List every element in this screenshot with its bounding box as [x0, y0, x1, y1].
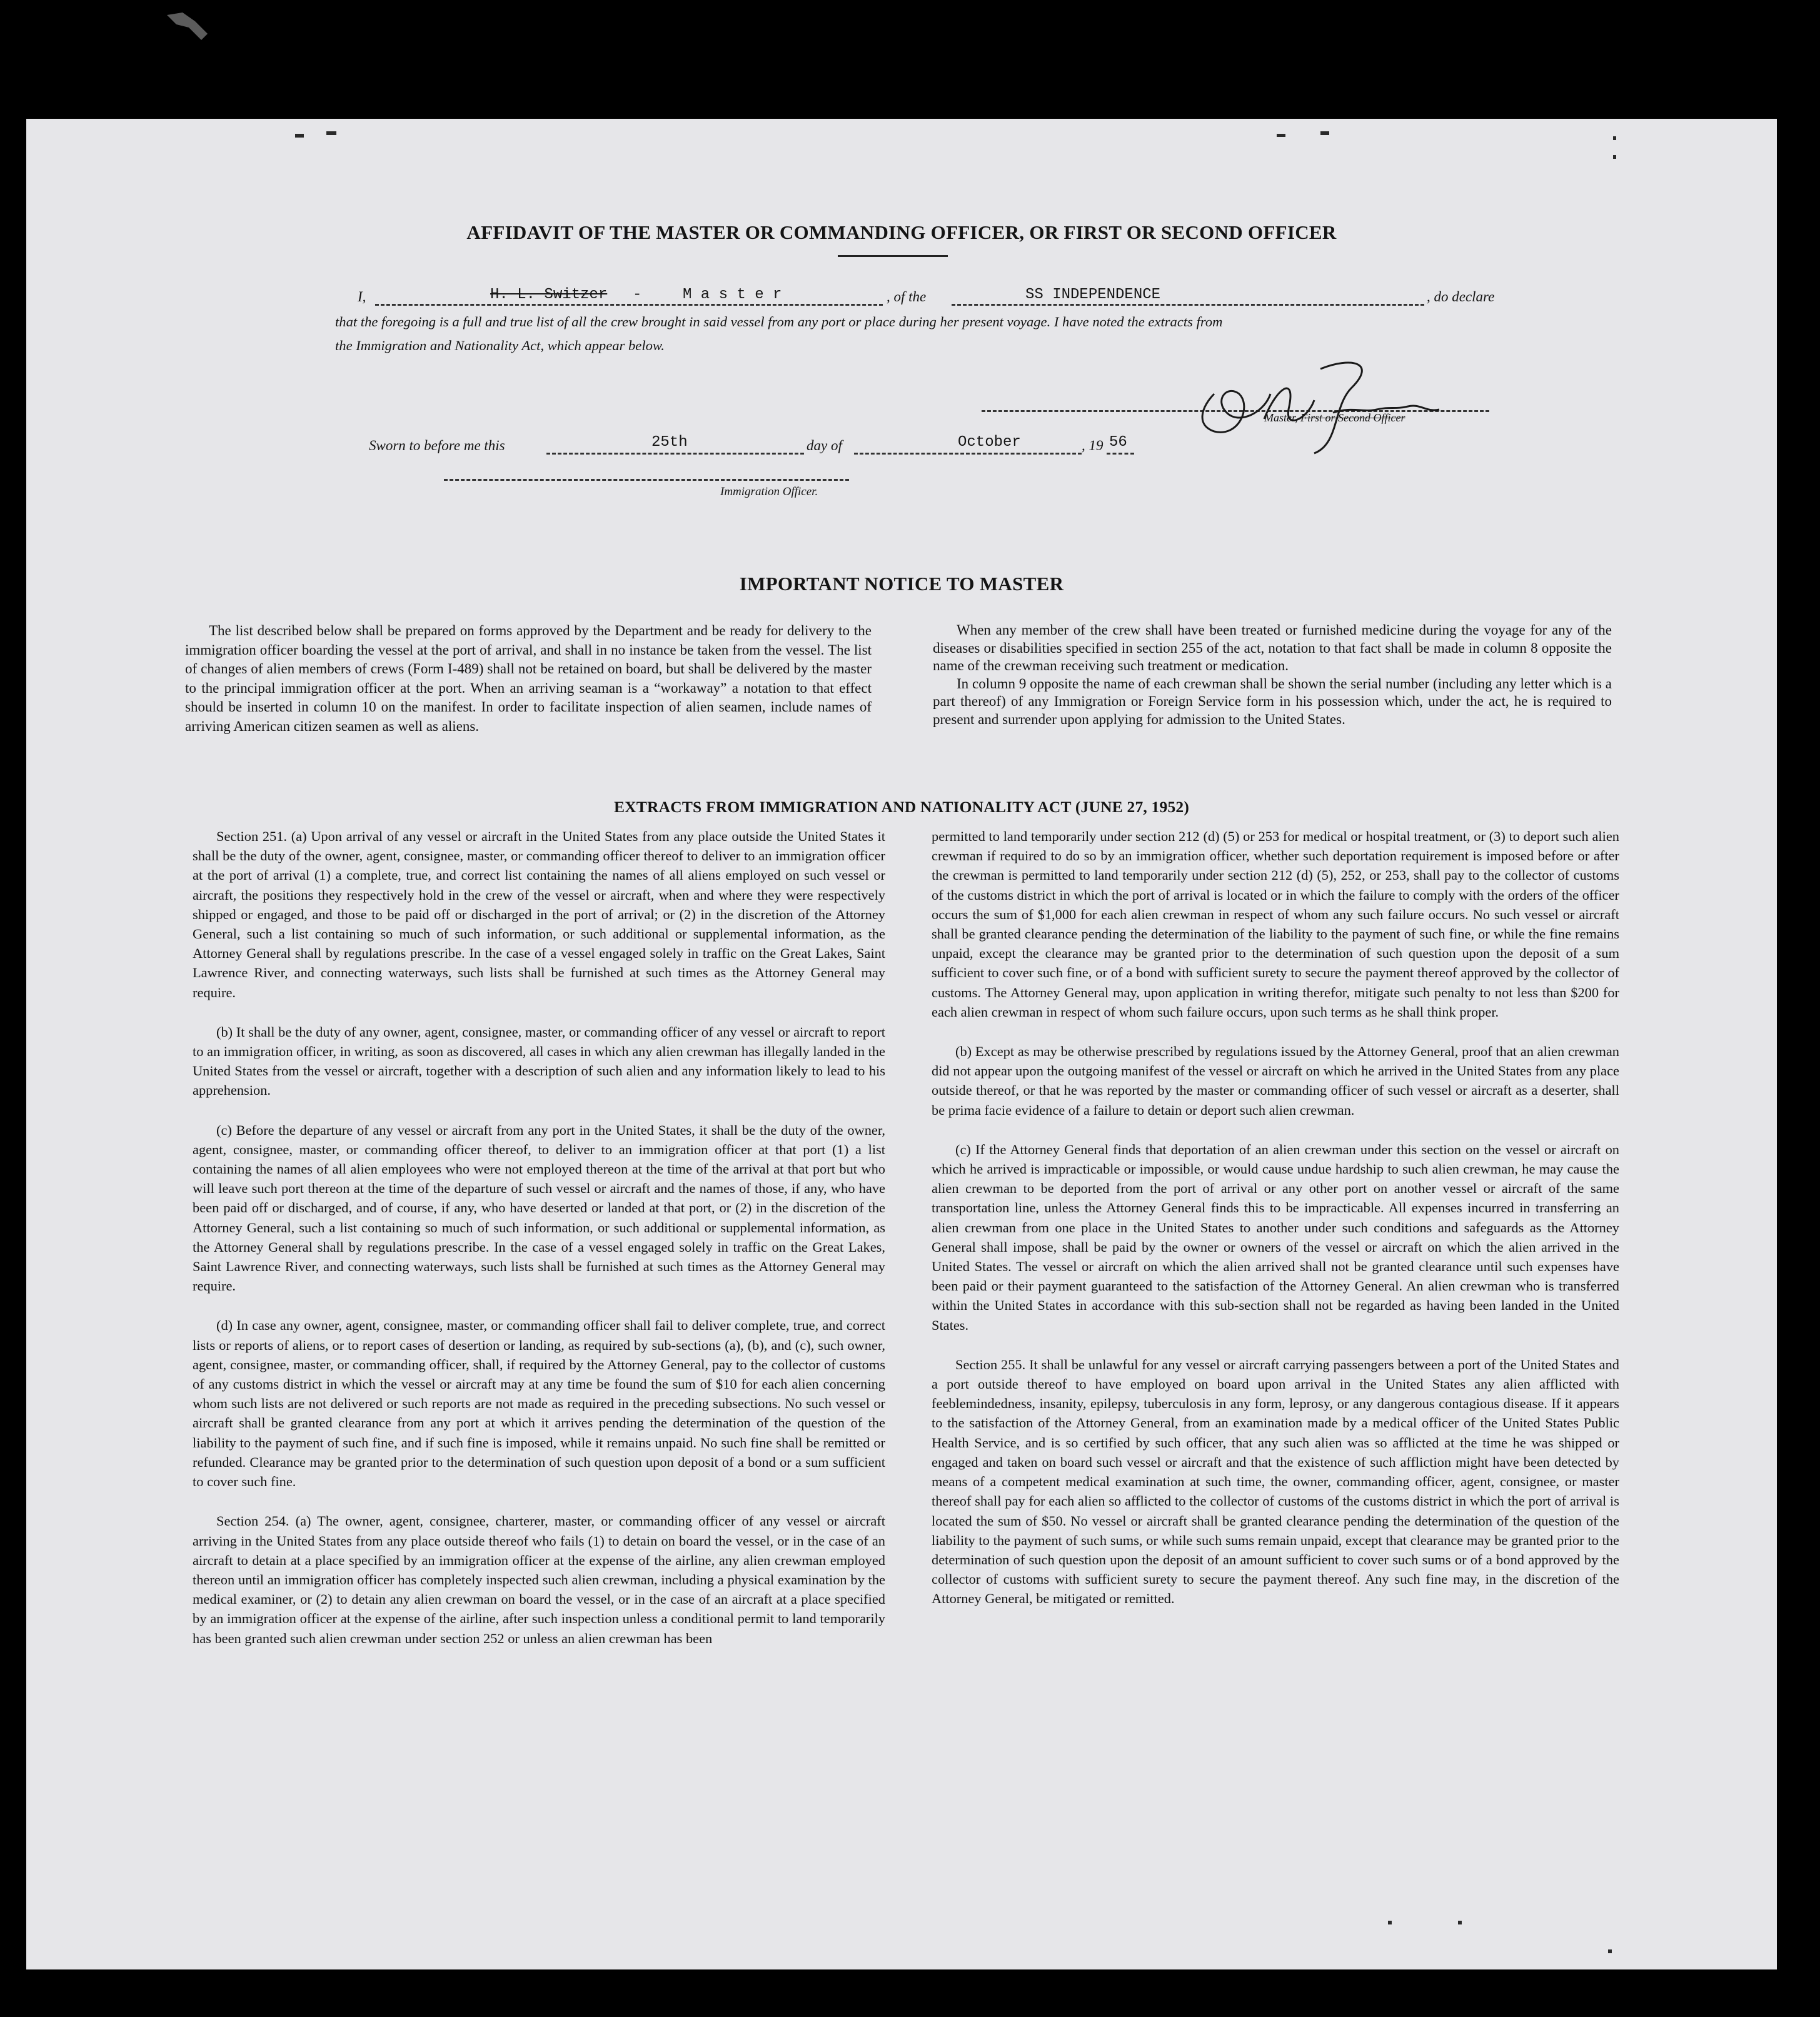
notice-right-p1: When any member of the crew shall have been treated or furnished medicine during the voyage for any of the diseases or disabilities specified in section 255 of the act, notation to that fact shall be made in column 8 opposite the name of the crewman receiving such treatment or medication.: [933, 622, 1612, 673]
section-254a-continued: permitted to land temporarily under section 212 (d) (5) or 253 for medical or hospital treatment, or (3) to deport such alien crewman if required to do so by an immigration officer, whether such deportation requirement is imposed before or after the crewman is permitted to land temporarily under section 212 (d) (5), 252, or 253, shall pay to the collector of customs of the customs district in which the port of arrival is located or in which the failure to comply with the orders of the officer occurs the sum of $1,000 for each alien crewman in respect of whom any such failure occurs. No such vessel or aircraft shall be granted clearance pending the determination of the liability to the payment of such fine, or while the fine remains unpaid, except the clearance may be granted prior to the determination of such question upon the deposit of a sum sufficient to cover such fine, or of a bond with sufficient surety to secure the payment thereof approved by the collector of customs. The Attorney General may, upon application in writing therefor, mitigate such penalty to not less than $200 for each alien crewman in respect of whom such failure occurs, upon such terms as he shall think proper.: [932, 828, 1619, 1020]
section-254c: (c) If the Attorney General finds that deportation of an alien crewman under this section on the vessel or aircraft on which he arrived is impracticable or impossible, or would cause undue hardship to such alien crewman, he may cause the alien crewman to be deported from the port of arrival or any other port on another vessel or aircraft of the same transportation line, unless the Attorney General finds this to be impracticable. All expenses incurred in transferring an alien crewman from one place in the United States to another under such conditions and safeguards as the Attorney General shall impose, shall be paid by the owner or owners of the vessel or aircraft on which the alien arrived in the United States. The vessel or aircraft on which the alien arrived shall not be granted clearance until such expenses have been paid or their payment guaranteed to the satisfaction of the Attorney General. An alien crewman who is transferred within the United States in accordance with this sub-section shall not be regarded as having been landed in the United States.: [932, 1141, 1619, 1333]
of-the-label: , of the: [887, 289, 927, 304]
sworn-year: 56: [1109, 434, 1127, 451]
sworn-line: [369, 434, 1182, 460]
day-field: [546, 453, 804, 455]
section-251a: Section 251. (a) Upon arrival of any vessel or aircraft in the United States from any place outside the United States it shall be the duty of the owner, agent, consignee, master, or commanding officer thereof to deliver to an immigration officer at the port of arrival (1) a complete, true, and correct list containing the names of all aliens employed on such vessel or aircraft, the positions they respectively hold in the crew of the vessel or aircraft, when and where they were respectively shipped or engaged, and those to be paid off or discharged in the port of arrival; or (2) in the discretion of the Attorney General, such a list containing so much of such information, or such additional or supplemental information, as the Attorney General shall by regulations prescribe. In the case of a vessel engaged solely in traffic on the Great Lakes, Saint Lawrence River, and connecting waterways, such lists shall be furnished at such times as the Attorney General may require.: [193, 828, 885, 1000]
scan-mark: [1613, 155, 1616, 159]
year-prefix: , 19: [1082, 438, 1104, 453]
document-sheet: [26, 119, 1777, 1969]
affidavit-title: AFFIDAVIT OF THE MASTER OR COMMANDING OFFICER, OR FIRST OR SECOND OFFICER: [466, 221, 1337, 243]
signer-caption-master: Master,: [1264, 411, 1298, 424]
scan-mark: [1458, 1921, 1462, 1924]
declare-line-3: the Immigration and Nationality Act, which appear below.: [335, 338, 665, 353]
sworn-label: Sworn to before me this: [369, 438, 505, 453]
month-field: [854, 453, 1082, 455]
sworn-month: October: [958, 434, 1021, 451]
scan-mark: [295, 134, 304, 138]
declare-line-1: [358, 286, 1496, 311]
master-rank: M a s t e r: [683, 286, 782, 303]
notice-title: IMPORTANT NOTICE TO MASTER: [739, 573, 1064, 595]
scan-mark: [1320, 131, 1329, 135]
declare-label: , do declare: [1427, 289, 1495, 304]
scan-mark: [326, 131, 336, 135]
section-254b: (b) Except as may be otherwise prescribed by regulations issued by the Attorney General, proof that an alien crewman did not appear upon the outgoing manifest of the vessel or aircraft on which he arrived in the United States from any place outside thereof, or that he was reported by the master or commanding officer of such vessel or aircraft as a deserter, shall be prima facie evidence of a failure to detain or deport such alien crewman.: [932, 1044, 1619, 1118]
notice-left: [185, 621, 872, 736]
master-name: H. L. Switzer: [490, 286, 608, 303]
day-of-label: day of: [807, 438, 842, 453]
extracts-title: EXTRACTS FROM IMMIGRATION AND NATIONALITY ACT (JUNE 27, 1952): [613, 798, 1190, 816]
scan-mark: [1613, 136, 1616, 140]
section-255: Section 255. It shall be unlawful for any vessel or aircraft carrying passengers between a port of the United States and a port outside thereof to have employed on board upon arrival in the United States any alien afflicted with feeblemindedness, insanity, epilepsy, tuberculosis in any form, leprosy, or any dangerous contagious disease. If it appears to the satisfaction of the Attorney General, from an examination made by a medical officer of the United States Public Health Service, and is so certified by such officer, that any such alien was so afflicted at the time he was shipped or engaged and taken on board such vessel or aircraft and that the existence of such affliction might have been detected by means of a competent medical examination at such time, the owner, commanding officer, agent, consignee, or master thereof shall pay for each alien so afflicted to the collector of customs of the customs district in which the port of arrival is located the sum of $50. No vessel or aircraft shall be granted clearance pending the determination of the question of the liability to the payment of such sums, or while such sums remain unpaid, except that clearance may be granted prior to the determination of such question upon the deposit of an amount sufficient to cover such sums or of a bond approved by the collector of customs with sufficient surety to secure the payment thereof. Any such fine may, in the discretion of the Attorney General, be mitigated or remitted.: [932, 1356, 1619, 1607]
section-251c: (c) Before the departure of any vessel or aircraft from any port in the United States, it shall be the duty of the owner, agent, consignee, master, or commanding officer thereof, to deliver to an immigration officer at that port (1) a list containing the names of all alien employees who were not employed thereon at the time of the arrival at that port but who will leave such port thereon at the time of the departure of such vessel or aircraft and the names of those, if any, who have been paid off or discharged, and of course, if any, who have deserted or landed at that port, or (2) in the discretion of the Attorney General, such a list containing so much of such information, or such additional or supplemental information, as the Attorney General shall by regulations prescribe. In the case of a vessel engaged solely in traffic on the Great Lakes, Saint Lawrence River, and connecting waterways, such lists shall be furnished at such times as the Attorney General may require.: [193, 1122, 885, 1294]
scan-mark: [1277, 134, 1285, 137]
vessel-name: SS INDEPENDENCE: [1025, 286, 1161, 303]
section-251b: (b) It shall be the duty of any owner, agent, consignee, master, or commanding officer of any vessel or aircraft to report to an immigration officer, in writing, as soon as discovered, all cases in which any alien crewman has illegally landed in the United States from the vessel or aircraft, together with a description of such alien and any information likely to lead to his apprehension.: [193, 1024, 885, 1099]
master-signature: [1189, 350, 1464, 456]
extracts-left-column: [193, 827, 885, 1648]
i-label: I,: [358, 289, 366, 304]
notice-right: [933, 621, 1612, 728]
declare-line-2: that the foregoing is a full and true list of all the crew brought in said vessel from any port or place during her present voyage. I have noted the extracts from: [335, 314, 1223, 329]
year-field: [1107, 453, 1134, 455]
scan-mark: [1388, 1921, 1392, 1924]
name-rank-separator: -: [633, 286, 642, 303]
officer-signature-line: [444, 479, 849, 481]
signer-caption-struck: First or Second Officer: [1300, 411, 1405, 424]
scan-debris: [164, 9, 214, 46]
notice-right-p2: In column 9 opposite the name of each crewman shall be shown the serial number (including any letter which is a part thereof) of any Immigration or Foreign Service form in his possession which, under the act, he is required to present and surrender upon applying for admission to the United States.: [933, 675, 1612, 727]
section-254a: Section 254. (a) The owner, agent, consignee, charterer, master, or commanding officer of any vessel or aircraft arriving in the United States from any place outside thereof who fails (1) to detain on board the vessel, or in the case of an aircraft to detain at a place specified by an immigration officer at the expense of the airline, any alien crewman employed thereon until an immigration officer has completely inspected such alien crewman, including a physical examination by the medical examiner, or (2) to detain any alien crewman on board the vessel, or in the case of an aircraft at a place specified by an immigration officer at the expense of the airline, after such inspection unless a conditional permit to land temporarily has been granted such alien crewman under section 252 or unless an alien crewman has been: [193, 1513, 885, 1646]
section-251d: (d) In case any owner, agent, consignee, master, or commanding officer shall fail to deliver complete, true, and correct lists or reports of aliens, or to report cases of desertion or landing, as required by sub-sections (a), (b), and (c), such owner, agent, consignee, master, or commanding officer, shall, if required by the Attorney General, pay to the collector of customs of any customs district in which the vessel or aircraft may at any time be found the sum of $10 for each alien concerning whom such lists are not delivered or such reports are not made as required in the preceding subsections. No such vessel or aircraft shall be granted clearance from any port at which it arrives pending the determination of the question of the liability to the payment of such fine, and if such fine is imposed, while it remains unpaid. No such fine shall be remitted or refunded. Clearance may be granted prior to the determination of such question upon deposit of a bond or a sum sufficient to cover such fine.: [193, 1317, 885, 1490]
signer-caption: [1264, 411, 1405, 425]
scan-mark: [1608, 1949, 1612, 1953]
notice-left-text: The list described below shall be prepared on forms approved by the Department and be ready for delivery to the immigration officer boarding the vessel at the port of arrival, and shall in no instance be taken from the vessel. The list of changes of alien members of crews (Form I-489) shall not be retained on board, but shall be delivered by the master to the principal immigration officer at the port. When an arriving seaman is a “workaway” a notation to that effect should be inserted in column 10 on the manifest. In order to facilitate inspection of alien seamen, include names of arriving American citizen seamen as well as aliens.: [185, 623, 872, 734]
sworn-day: 25th: [651, 434, 688, 451]
title-rule: [838, 255, 948, 257]
officer-caption: Immigration Officer.: [720, 485, 818, 498]
extracts-right-column: [932, 827, 1619, 1609]
vessel-field: [952, 304, 1424, 306]
name-field: [375, 304, 883, 306]
